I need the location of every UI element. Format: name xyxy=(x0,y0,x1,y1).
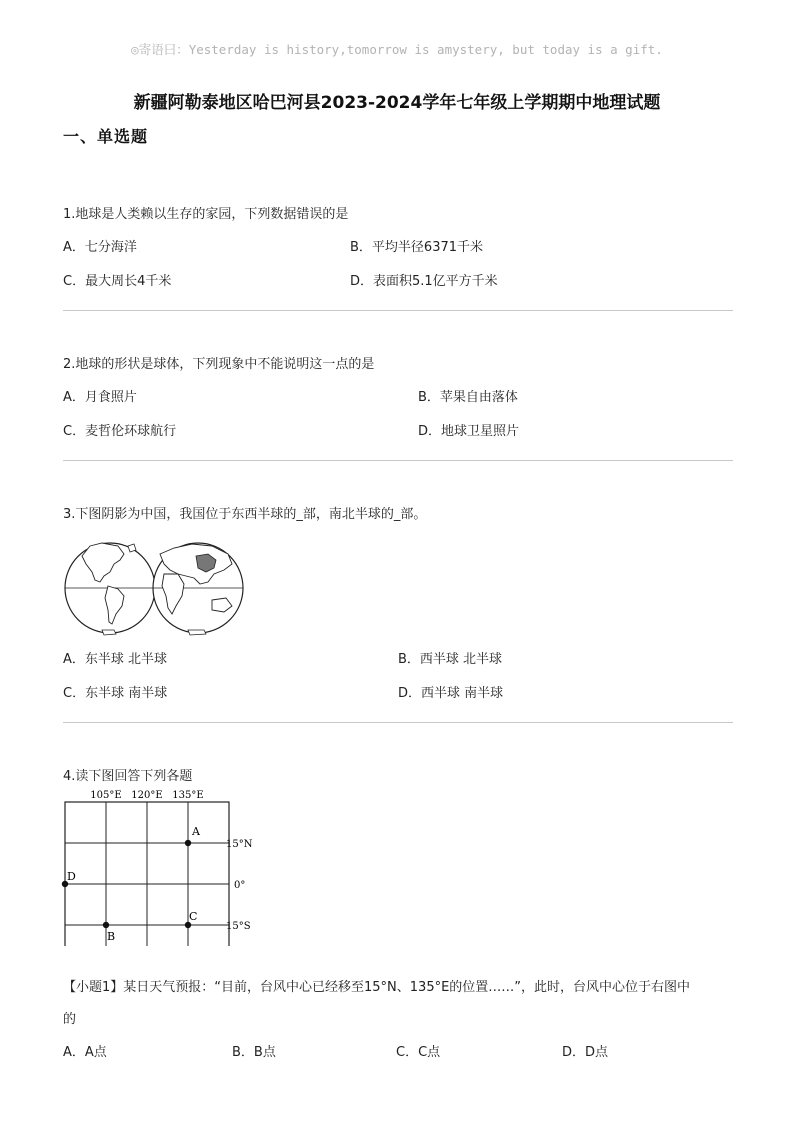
point-a-label: A xyxy=(192,825,200,838)
question-4-option-c[interactable]: C．C点 xyxy=(396,1045,441,1060)
lat-lon-grid-figure xyxy=(58,786,268,946)
question-3-option-b[interactable]: B．西半球 北半球 xyxy=(398,652,503,667)
question-3-option-c[interactable]: C．东半球 南半球 xyxy=(63,686,168,701)
question-2-stem: 2.地球的形状是球体，下列现象中不能说明这一点的是 xyxy=(63,357,375,372)
point-d-label: D xyxy=(67,870,76,883)
page-title: 新疆阿勒泰地区哈巴河县2023-2024学年七年级上学期期中地理试题 xyxy=(133,93,661,113)
divider xyxy=(63,722,733,723)
point-b xyxy=(103,922,109,928)
question-1-option-d[interactable]: D．表面积5.1亿平方千米 xyxy=(350,274,498,289)
section-heading: 一、单选题 xyxy=(63,127,149,146)
question-2-option-d[interactable]: D．地球卫星照片 xyxy=(418,424,520,439)
question-1-option-c[interactable]: C．最大周长4千米 xyxy=(63,274,172,289)
watermark: ◎寄语曰：Yesterday is history,tomorrow is amystery, but today is a gift. xyxy=(131,42,663,57)
lon-label-120e: 120°E xyxy=(131,790,163,801)
question-3-option-d[interactable]: D．西半球 南半球 xyxy=(398,686,504,701)
divider xyxy=(63,460,733,461)
question-1-stem: 1.地球是人类赖以生存的家园，下列数据错误的是 xyxy=(63,207,349,222)
question-2-option-a[interactable]: A．月食照片 xyxy=(63,390,137,405)
question-4-option-a[interactable]: A．A点 xyxy=(63,1045,107,1060)
question-4-sub-stem-cont: 的 xyxy=(63,1012,77,1027)
lon-label-135e: 135°E xyxy=(172,790,204,801)
point-c-label: C xyxy=(189,910,198,923)
hemispheres-map xyxy=(62,534,246,640)
lat-label-15n: 15°N xyxy=(226,839,253,850)
point-b-label: B xyxy=(107,930,116,943)
question-1-option-a[interactable]: A．七分海洋 xyxy=(63,240,137,255)
question-3-stem: 3.下图阴影为中国，我国位于东西半球的_部，南北半球的_部。 xyxy=(63,507,427,522)
question-4-sub-stem: 【小题1】某日天气预报：“目前，台风中心已经移至15°N、135°E的位置……”，此时，台风中心位于右图中 xyxy=(63,980,691,995)
lon-label-105e: 105°E xyxy=(90,790,122,801)
question-1-option-b[interactable]: B．平均半径6371千米 xyxy=(350,240,484,255)
question-4-stem: 4.读下图回答下列各题 xyxy=(63,769,193,784)
question-4-option-b[interactable]: B．B点 xyxy=(232,1045,276,1060)
western-hemisphere xyxy=(65,543,155,635)
question-2-option-b[interactable]: B．苹果自由落体 xyxy=(418,390,518,405)
lat-label-15s: 15°S xyxy=(226,921,251,932)
question-2-option-c[interactable]: C．麦哲伦环球航行 xyxy=(63,424,177,439)
point-a xyxy=(185,840,191,846)
lat-label-0: 0° xyxy=(234,880,246,891)
question-4-option-d[interactable]: D．D点 xyxy=(562,1045,609,1060)
divider xyxy=(63,310,733,311)
question-3-option-a[interactable]: A．东半球 北半球 xyxy=(63,652,168,667)
eastern-hemisphere xyxy=(153,543,243,635)
